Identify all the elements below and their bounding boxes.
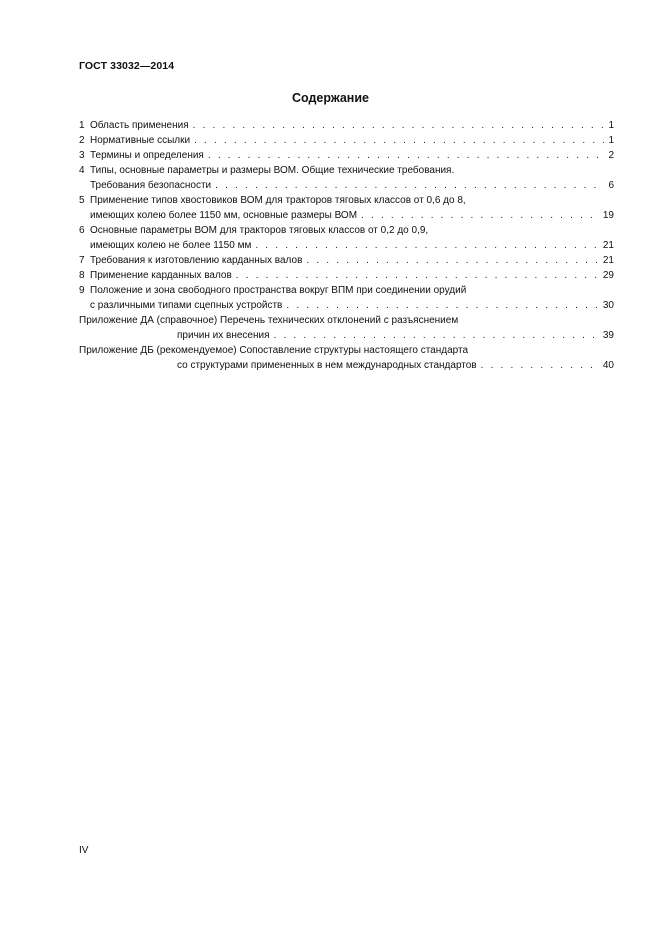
toc-page: 21 xyxy=(602,240,614,251)
toc-page: 40 xyxy=(602,360,614,371)
appendix-title: Приложение ДА (справочное) Перечень технических отклонений с разъяснением xyxy=(79,315,459,326)
toc-entry-5[interactable] xyxy=(79,193,614,223)
toc-title: Применение карданных валов xyxy=(90,270,232,281)
leader-dots xyxy=(306,253,598,268)
toc-title-continued: имеющих колею не более 1150 мм xyxy=(90,240,252,251)
toc-page: 1 xyxy=(608,135,614,146)
leader-dots xyxy=(236,268,599,283)
table-of-contents xyxy=(79,118,614,373)
toc-entry-9[interactable] xyxy=(79,283,614,313)
toc-page: 39 xyxy=(602,330,614,341)
toc-page: 19 xyxy=(602,210,614,221)
toc-title: Нормативные ссылки xyxy=(90,135,191,146)
toc-title-continued: с различными типами сцепных устройств xyxy=(90,300,283,311)
toc-title: Положение и зона свободного пространства вокруг ВПМ при соединении орудий xyxy=(90,285,467,296)
leader-dots xyxy=(194,133,604,148)
toc-number: 8 xyxy=(79,270,85,281)
toc-number: 6 xyxy=(79,225,85,236)
toc-title: Типы, основные параметры и размеры ВОМ. Общие технические требования. xyxy=(90,165,455,176)
leader-dots xyxy=(274,328,599,343)
toc-number: 5 xyxy=(79,195,85,206)
leader-dots xyxy=(361,208,599,223)
leader-dots xyxy=(208,148,605,163)
appendix-title: Приложение ДБ (рекомендуемое) Сопоставление структуры настоящего стандарта xyxy=(79,345,469,356)
leader-dots xyxy=(481,358,599,373)
toc-page: 30 xyxy=(602,300,614,311)
toc-number: 7 xyxy=(79,255,85,266)
toc-entry-2[interactable] xyxy=(79,133,614,148)
toc-title: Термины и определения xyxy=(90,150,204,161)
toc-title: Требования к изготовлению карданных валов xyxy=(90,255,303,266)
toc-title-continued: Требования безопасности xyxy=(90,180,212,191)
toc-title: Основные параметры ВОМ для тракторов тяговых классов от 0,2 до 0,9, xyxy=(90,225,429,236)
leader-dots xyxy=(255,238,599,253)
page-title: Содержание xyxy=(291,91,369,105)
toc-entry-6[interactable] xyxy=(79,223,614,253)
toc-title-continued: имеющих колею более 1150 мм, основные размеры ВОМ xyxy=(90,210,358,221)
toc-title: Применение типов хвостовиков ВОМ для тракторов тяговых классов от 0,6 до 8, xyxy=(90,195,466,206)
toc-number: 4 xyxy=(79,165,85,176)
toc-appendix-db[interactable] xyxy=(79,343,614,373)
toc-entry-1[interactable] xyxy=(79,118,614,133)
toc-number: 9 xyxy=(79,285,85,296)
toc-entry-7[interactable] xyxy=(79,253,614,268)
leader-dots xyxy=(286,298,599,313)
toc-appendix-da[interactable] xyxy=(79,313,614,343)
toc-number: 2 xyxy=(79,135,85,146)
toc-page: 6 xyxy=(608,180,614,191)
appendix-title-continued: причин их внесения xyxy=(177,330,270,341)
page-number: IV xyxy=(79,845,89,856)
toc-entry-4[interactable] xyxy=(79,163,614,193)
leader-dots xyxy=(193,118,605,133)
toc-entry-8[interactable] xyxy=(79,268,614,283)
toc-number: 3 xyxy=(79,150,85,161)
toc-number: 1 xyxy=(79,120,85,131)
toc-title: Область применения xyxy=(90,120,189,131)
document-header: ГОСТ 33032—2014 xyxy=(79,60,175,72)
toc-page: 29 xyxy=(602,270,614,281)
toc-page: 21 xyxy=(602,255,614,266)
appendix-title-continued: со структурами примененных в нем международных стандартов xyxy=(177,360,477,371)
leader-dots xyxy=(215,178,604,193)
toc-page: 1 xyxy=(608,120,614,131)
toc-entry-3[interactable] xyxy=(79,148,614,163)
toc-page: 2 xyxy=(608,150,614,161)
